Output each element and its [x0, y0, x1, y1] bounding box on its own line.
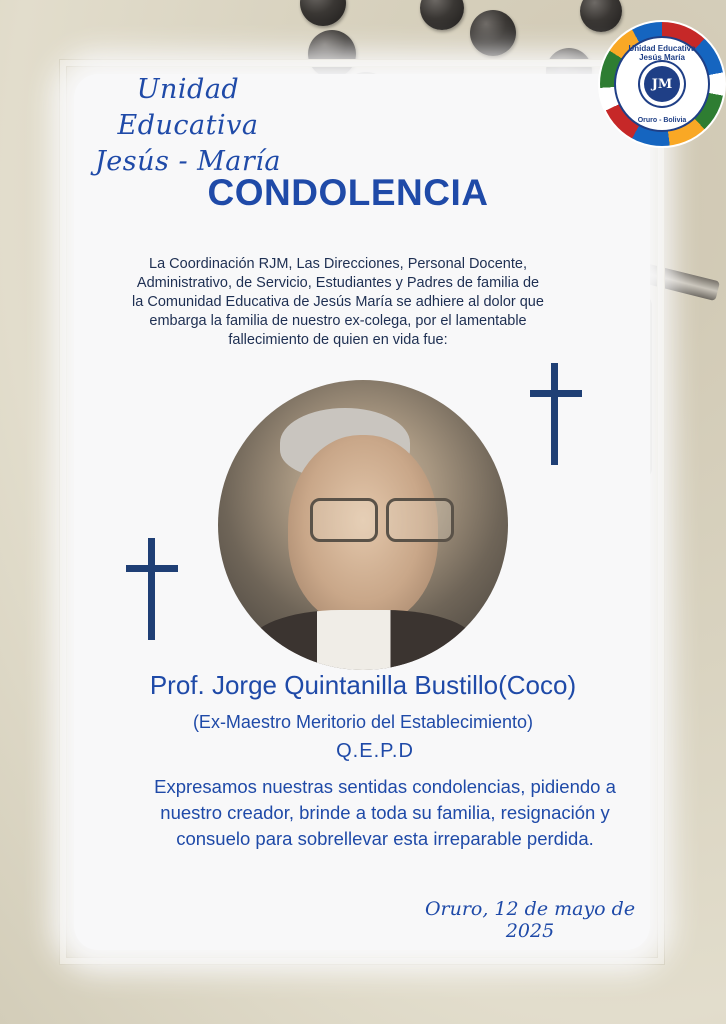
page-title: CONDOLENCIA	[207, 172, 489, 213]
school-name-line2: Jesús - María	[94, 146, 282, 177]
logo-emblem: JM	[644, 66, 680, 102]
message-line: nuestro creador, brinde a toda su familia, resignación y	[160, 802, 610, 823]
date-line: Oruro, 12 de mayo de 2025	[424, 898, 636, 942]
glasses-icon	[310, 498, 378, 542]
logo-ring-text: Unidad Educativa Jesús María	[628, 44, 696, 62]
deceased-name: Prof. Jorge Quintanilla Bustillo(Coco)	[149, 670, 577, 700]
school-name-line1: Unidad Educativa	[117, 74, 259, 141]
message-line: consuelo para sobrellevar esta irreparable perdida.	[176, 828, 594, 849]
logo-bottom-text: Oruro - Bolivia	[637, 117, 687, 124]
intro-line: embarga la familia de nuestro ex-colega, por el lamentable	[149, 313, 527, 329]
intro-line: Administrativo, de Servicio, Estudiantes y Padres de familia de	[136, 275, 540, 291]
portrait-photo	[218, 380, 508, 670]
school-crest-icon	[598, 20, 726, 148]
intro-line: La Coordinación RJM, Las Direcciones, Personal Docente,	[149, 256, 527, 272]
qepd-text: Q.E.P.D	[336, 740, 414, 762]
message-line: Expresamos nuestras sentidas condolencias, pidiendo a	[154, 776, 616, 797]
intro-line: la Comunidad Educativa de Jesús María se adhiere al dolor que	[132, 294, 544, 310]
portrait-collar	[248, 610, 478, 670]
logo-inner	[614, 36, 710, 132]
intro-line: fallecimiento de quien en vida fue:	[228, 332, 448, 348]
glasses-icon	[386, 498, 454, 542]
condolence-message	[120, 774, 650, 852]
school-name	[88, 72, 288, 180]
intro-paragraph	[118, 255, 558, 350]
deceased-role: (Ex-Maestro Meritorio del Establecimiento)	[192, 712, 534, 732]
